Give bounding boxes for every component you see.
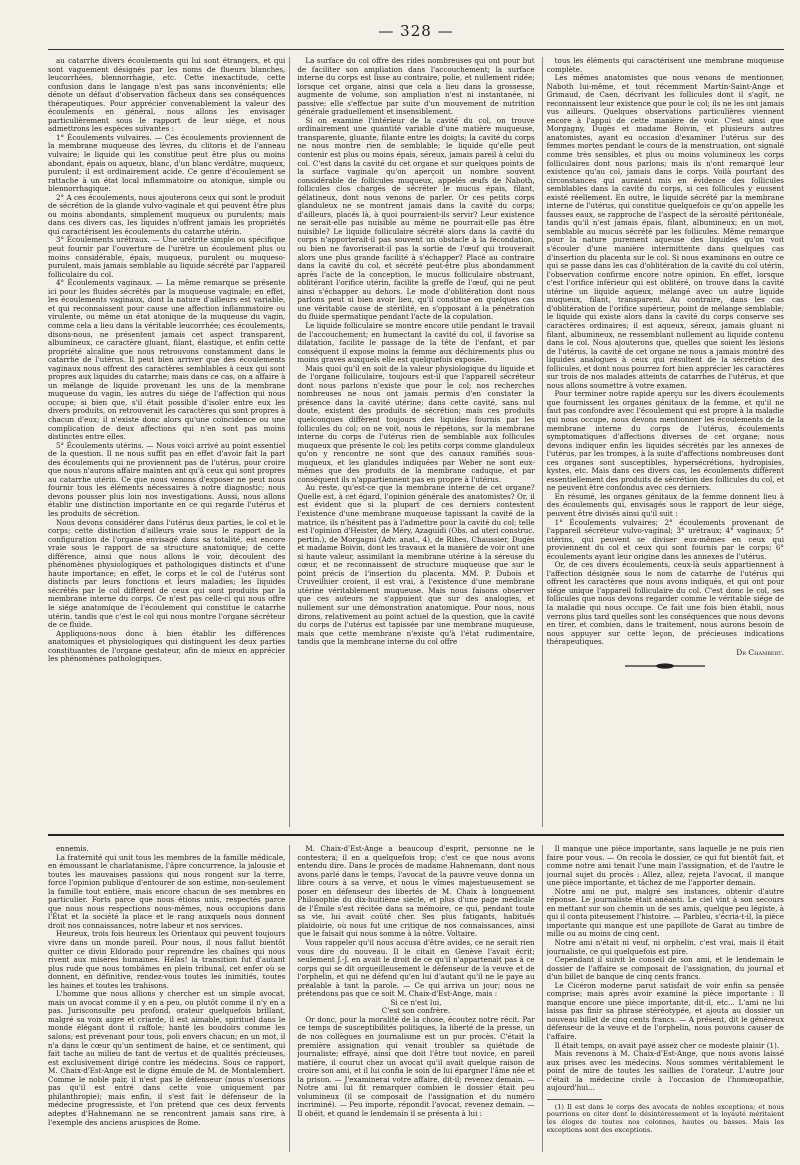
column-divider [289, 845, 290, 1152]
feuilleton-separator [48, 834, 784, 836]
column-divider [542, 57, 543, 827]
paragraph: tous les éléments qui caractérisent une membrane muqueuse complète. [546, 57, 784, 74]
paragraph: Si on examine l'intérieur de la cavité du col, on trouve ordinairement une quantité variable d'une matière muqueuse, transparente, gluante, filante entre les doigts; la cavité du corps ne nous montre rien de semblable; le liquide qu'elle peut contenir est plus ou moins épais, séreux, jamais pareil à celui du col. C'est dans la cavité du cet organe et sur quelques points de la surface vaginale qu'on aperçoit un nombre souvent considérable de follicules muqueux, appelés œufs de Naboth, follicules clos chargés de sécréter le mucus épais, filant, gélatineux, dont nous venons de parler. Or ces petits corps glanduleux ne se montrent jamais dans la cavité du corps; d'ailleurs, placés là, à quoi pourraient-ils servir? Leur existence ne serait-elle pas nuisible au même ne pourrait-elle pas être nuisible? Le liquide folliculaire sécrété alors dans la cavité du corps n'apporterait-il pas souvent un obstacle à la fécondation, ou bien ne favoriserait-il pas la sortie de l'œuf qui trouverait alors une plus grande facilité à s'échapper? Placé au contraire dans la cavité du col, et sécrété peut-être plus abondamment après l'acte de la conception, le mucus folliculaire obstruant, oblitérant l'orifice utérin, facilite la greffe de l'œuf, qui ne peut ainsi s'échapper au dehors. Le mode d'oblitération dont nous parlons peut si bien avoir lieu, qu'il constitue en quelques cas une véritable cause de stérilité, en s'opposant à la pénétration du fluide spermatique pendant l'acte de la copulation. [297, 115, 535, 322]
paragraph: Les mêmes anatomistes que nous venons de mentionner, Naboth lui-même, et tout récemment Martin-Saint-Ange et Grimaud, de Caen, décrivant les follicules dont il s'agit, ne reconnaissent leur existence que pour le col; ils ne les ont jamais vus ailleurs. Quelques observations particulières viennent encore à l'appui de cette manière de voir. C'est ainsi que Morgagny, Dugès et madame Boivin, et plusieurs autres anatomistes, ayant eu occasion d'examiner l'utérus sur des femmes mortes pendant le cours de la menstruation, ont signalé comme très sensibles, et plus ou moins volumineux les corps folliculaires dont nous parlons; mais ils n'ont remarqué leur existence qu'au col, jamais dans le corps. Voilà pourtant des circonstances qui auraient mis en évidence des follicules semblables dans la cavité du corps, si ces follicules y eussent existé réellement. En outre, le liquide sécrété par la membrane interne de l'utérus, qui constitue quelquefois ce qu'on appelle les fausses eaux, se rapproche de l'aspect de la sérosité péritonéale, tandis qu'il n'est jamais épais, filant, albumineux; en un mot, semblable au mucus sécrété par les follicules. Même remarque pour la nature purement aqueuse des liquides qu'on voit s'écouler d'une manière intermittente dans quelques cas d'insertion du placenta sur le col. Si nous examinons en outre ce qui se passe dans les cas d'oblitération de la cavité du col utérin, l'observation confirme encore notre opinion. En effet, lorsque c'est l'orifice inférieur qui est oblitéré, on trouve dans la cavité utérine un liquide aqueux, mélangé avec un autre liquide muqueux, filant, transparent. Au contraire, dans les cas d'oblitération de l'orifice supérieur, point de mélange semblable; le liquide qui existe alors dans la cavité du corps conserve ses caractères ordinaires; il est aqueux, séreux, jamais gluant ni filant, albumineux, ne ressemblant nullement au liquide contenu dans le col. Nous ajouterons que, quelles que soient les lésions de l'utérus, la cavité de cet organe ne nous a jamais montré des liquides analogues à ceux qui résultent de la sécrétion des follicules, et dont nous pourrez fort bien apprécier les caractères sur trois de nos malades atteints de catarrhes de l'utérus, et que nous allons soumettre à votre examen. [546, 73, 784, 390]
paragraph: 1° Écoulements vulvaires. — Ces écoulements proviennent de la membrane muqueuse des lèvres, du clitoris et de l'anneau vulvaire; le liquide qui les constitue peut être plus ou moins abondant, épais ou aqueux, blanc, d'un blanc verdâtre, muqueux, purulent; il est ordinairement acide. Ce genre d'écoulement se rattache à un état local inflammatoire ou atonique, simple ou blennorrhagique. [48, 132, 286, 194]
verse-line: C'est son confrère. [381, 1006, 451, 1016]
paragraph: 1° Écoulements vulvaires; 2° écoulements provenant de l'appareil sécréteur vulvo-vaginal; 3° urétraux; 4° vaginaux; 5° utérins, qui peuvent se diviser eux-mêmes en ceux qui proviennent du col et ceux qui sont fournis par le corps; 6° écoulements ayant leur origine dans les annexes de l'utérus. [546, 517, 784, 561]
paragraph: Il était temps, on avait payé assez cher ce modeste plaisir (1). [554, 1040, 780, 1050]
author-signature: Dr Chambert. [736, 647, 784, 657]
paragraph: ennemis. [56, 845, 89, 853]
paragraph: En résumé, les organes génitaux de la femme donnent lieu à des écoulements qui, envisagés sous le rapport de leur siége, peuvent être divisés ainsi qu'il suit : [546, 491, 784, 518]
paragraph: La surface du col offre des rides nombreuses qui ont pour but de faciliter son ampliation dans l'accouchement; la surface interne du corps est lisse au contraire, polie, et nullement ridée; lorsque cet organe, ainsi que cela a lieu dans la grossesse, augmente de volume, son ampliation n'est ni instantanée, ni passive; elle s'effectue par suite d'un mouvement de nutrition générale graduellement et insensiblement. [297, 57, 535, 117]
paragraph: Le liquide folliculaire se montre encore utile pendant le travail de l'accouchement; en humectant la cavité du col, il favorise sa dilatation, facilite le passage de la tête de l'enfant, et par conséquent il expose moins la femme aux déchirements plus ou moins graves auxquels elle est quelquefois exposée. [297, 320, 535, 365]
paragraph: Nous devons considérer dans l'utérus deux parties, le col et le corps; cette distinction d'ailleurs vraie sous le rapport de la configuration de l'organe envisagé dans sa totalité, est encore vraie sous le rapport de sa structure anatomique; de cette différence, ainsi que nous allons le voir, découlent des phénomènes physiologiques et pathologiques distincts et d'une haute importance; en effet, le corps et le col de l'utérus sont distincts par leurs fonctions et leurs maladies; les liquides sécrétés par le col diffèrent de ceux qui sont produits par la membrane interne du corps. Ce n'est pas celle-ci qui nous offre le siége anatomique de l'écoulement qui constitue le catarrhe utérin, tandis que c'est le col qui nous montre l'organe sécréteur de ce fluide. [48, 517, 286, 630]
paragraph: 4° Écoulements vaginaux. — La même remarque se présente ici pour les fluides sécrétés par la muqueuse vaginale; en effet, les écoulements vaginaux, dont la nature d'ailleurs est variable, et qui reconnaissent pour cause une affection inflammatoire ou virulente, ou même un état atonique de la muqueuse du vagin, comme cela a lieu dans la véritable leucorrhée; ces écoulements, disons-nous, ne présentent jamais cet aspect transparent, albumineux, ce caractère gluant, filant, élastique, et enfin cette propriété alcaline que nous retrouvons constamment dans le catarrhe de l'utérus. Il peut bien arriver que des écoulements vaginaux nous offrent des caractères semblables à ceux qui sont propres aux liquides du catarrhe; mais dans ce cas, on a affaire à un mélange de liquide provenant les uns de la membrane muqueuse du vagin, les autres du siége de l'affection qui nous occupe; si bien que, s'il était possible d'isoler entre eux les divers produits, on retrouverait les caractères qui sont propres à chacun d'eux; il n'existe donc alors qu'une coïncidence ou une complication de deux affections qui n'en sont pas moins distinctes entre elles. [48, 278, 286, 442]
article-column-2 [297, 57, 534, 827]
paragraph: Le Cicéron moderne parut satisfait de voir enfin sa pensée comprise; mais après avoir examiné la pièce importante : Il manque encore une pièce importante, dit-il, etc... L'ami ne lui laissa pas finir sa phrase stéréotypée, et ajouta au dossier un nouveau billet de cinq cents francs. — A présent, dit le généreux défenseur de la veuve et de l'orphelin, nous pouvons causer de l'affaire. [546, 980, 784, 1042]
journal-page [48, 22, 784, 1152]
paragraph: Il manque une pièce importante, sans laquelle je ne puis rien faire pour vous. — On recola le dossier, ce qui fut bientôt fait, et comme notre ami tenait l'une main l'assignation, et de l'autre le journal sujet du procès : Allez, allez, rejeta l'avocat, il manque une pièce importante, et tâchez de me l'apporter demain. [546, 845, 784, 888]
footnote-rule [547, 1099, 602, 1100]
paragraph: Au reste, qu'est-ce que la membrane interne de cet organe? Quelle est, à cet égard, l'opinion générale des anatomistes? Or, il est évident que si la plupart de ces derniers contestent l'existence d'une membrane muqueuse tapissant la cavité de la matrice, ils n'hésitent pas à l'admettre pour la cavité du col; telle est l'opinion d'Heister, de Méry, Azaguidi (Obs. ad uteri construc. pertin.), de Morgagni (Adv. anat., 4), de Ribes, Chaussier, Dugès et madame Boivin, dont les travaux et la manière de voir ont une si haute valeur, assimilant la membrane utérine à la séreuse du cœur, et ne reconnaissent de structure muqueuse que sur le point précis de l'insertion du placenta. MM. P. Dubois et Cruveilhier croient, il est vrai, à l'existence d'une membrane utérine véritablement muqueuse. Mais nous faisons observer que ces auteurs ne s'appuient que sur des analogies, et nullement sur une démonstration anatomique. Pour nous, nous dirons, relativement au point actuel de la question, que la cavité du corps de l'utérus est tapissée par une membrane muqueuse, mais que cette membrane n'existe qu'à l'état rudimentaire, tandis que la membrane interne du col offre [297, 483, 535, 647]
paragraph: Appliquons-nous donc à bien établir les différences anatomiques et physiologiques qui distinguent les deux parties constituantes de l'organe gestateur, afin de mieux en apprécier les phénomènes pathologiques. [48, 628, 286, 664]
paragraph: Mais revenons à M. Chaix-d'Est-Ange, que nous avons laissé aux prises avec les médecins. Nous sommes véritablement le point de mire de toutes les saillies de l'orateur. L'autre jour c'était la médecine civile à l'occasion de l'homœopathie, aujourd'hui... [546, 1049, 784, 1093]
paragraph: M. Chaix-d'Est-Ange a beaucoup d'esprit, personne ne le contestera; il en a quelquefois trop; c'est ce que nous avons entendu dire. Dans le procès de madame Hahnemann, dont nous avons parlé dans le temps, l'avocat de la pauvre veuve donna un libre cours à sa verve, et nous le vîmes majestueusement se poser en défenseur des libertés de M. Chaix à longuement Philosophie du dix-huitième siècle, et plus d'une page médicale de l'Émile s'est récitée dans sa mémoire, ce qui, pendant toute sa vie, lui avait coûté cher. Ses plus fatigants, habitués plaidoirie, où nous fut une critique de nos connaissances, ainsi que le faisait qui nous somme à la nôtre. Voltaire. [297, 845, 535, 939]
column-divider [542, 845, 543, 1152]
paragraph: 5° Écoulements utérins. — Nous voici arrivé au point essentiel de la question. Il ne nous suffit pas en effet d'avoir fait la part des écoulements qui ne proviennent pas de l'utérus, pour croire que nous n'aurons affaire mainten ant qu'à ceux qui sont propres au catarrhe utérin. Ce que nous venons d'exposer ne peut nous fournir tous les éléments nécessaires à notre diagnostic; nous devons pousser plus loin nos investigations. Aussi, nous allons établir une distinction importante en ce qui regarde l'utérus et les produits de sécrétion. [48, 440, 286, 518]
paragraph: 2° A ces écoulements, nous ajouterons ceux qui sont le produit de sécrétion de la glande vulvo-vaginale et qui peuvent être plus ou moins abondants, simplement muqueux ou purulents; mais dans ces divers cas, les liquides n'offrent jamais les propriétés qui caractérisent les écoulements du catarrhe utérin. [48, 192, 286, 236]
header-rule [48, 49, 784, 50]
paragraph: Vous rappeler qu'il nous accusa d'être avides, ce ne serait rien vous dire du nouveau. Il le citait en Genève l'avait écrit; seulement J.-J. en avait le droit de ce qu'il n'appartenait pas à ce corps qui se dit orgueilleusement le défenseur de la veuve et de l'orphelin, et qui ne défend qu'en lui d'autant qu'il ne le paye au préalable à tant la parole. — Ce qui arriva un jour; nous ne prétendons pas que ce soit M. Chaix-d'Est-Ange, mais : [297, 938, 535, 999]
article-column-3 [547, 57, 784, 827]
paragraph: Mais quoi qu'il en soit de la valeur physiologique du liquide et de l'organe folliculaire, toujours est-il que l'appareil sécréteur dont nous parlons n'existe que pour le col; nos recherches nombreuses ne nous ont jamais permis d'en constater la présence dans la cavité utérine; dans cette cavité, sans nul doute, existent des produits de sécrétion; mais ces produits quelconques diffèrent toujours des liquides fournis par les follicules du col; on ne voit, nous le répétons, sur la membrane interne du corps de l'utérus rien de semblable aux follicules muqueux que présente le col; les petits corps comme glanduleux qu'on y rencontre ne sont que des canaux ramifiés sous-muqueux, et les glandules indiquées par Weber ne sont eux-mêmes que des produits de la membrane caduque, et par conséquent ils n'appartiennent pas en propre à l'utérus. [297, 363, 535, 484]
article-column-1 [48, 57, 285, 827]
column-divider [289, 57, 290, 827]
feuilleton-column-2 [297, 845, 534, 1152]
paragraph: Or donc, pour la moralité de la chose, écoutez notre récit. Par ce temps de susceptibilités politiques, la liberté de la presse, un de nos collègues en journalisme est un pur procès. C'était la première assignation qui venait troubler sa quiétude de journaliste; effrayé, ainsi que doit l'être tout novice, en pareil matière, il courut chez un avocat qu'il avait quelque raison de croire son ami, et il lui confia le soin de lui épargner l'âme née et la prison. — J'examinerai votre affaire, dit-il; revenez demain. — Notre ami lui fit remarquer combien le dossier était peu volumineux (il se composait de l'assignation et du numéro incriminé). — Peu importe, répondit l'avocat, revenez demain. — Il obéit, et quand le lendemain il se présenta à lui : [297, 1014, 535, 1118]
paragraph: Notre ami n'était ni veuf, ni orphelin, c'est vrai, mais il était journaliste, ce qui quelquefois est pire. [546, 938, 784, 956]
paragraph: Heureux, trois fois heureux les Orientaux qui peuvent toujours vivre dans un monde pareil. Pour nous, il nous fallut bientôt quitter ce divin Eldorado pour reprendre les chaînes qui nous rivent aux misères humaines. Hélas! la transition fut d'autant plus rude que nous tombâmes en plein tribunal, cet enfer où se donnent, en définitive, rendez-vous toutes les inimitiés, toutes les haines et toutes les trahisons. [48, 929, 286, 990]
page-number: — 328 — [378, 22, 454, 40]
feuilleton-columns [48, 845, 784, 1152]
paragraph: La fraternité qui unit tous les membres de la famille médicale, en émoussant le charlatanisme, l'âpre concurrence, la jalousie et toutes les mauvaises passions qui nous rongent sur la terre, force l'opinion publique d'entourer de son estime, non-seulement la famille tout entière, mais encore chacun de ses membres en particulier. Forts parce que nous étions unis, respectés parce que nous nous respections nous-mêmes, nous occupions dans l'État et la société la place et le rang auxquels nous donnent droit nos connaissances, notre labeur et nos services. [48, 852, 286, 930]
paragraph: Or, de ces divers écoulements, ceux-là seuls appartiennent à l'affection désignée sous le nom de catarrhe de l'utérus qui offrent les caractères que nous avons indiqués, et qui ont pour siége unique l'appareil folliculaire du col. C'est donc le col, ses follicules que nous devons regarder comme le véritable siége de la maladie qui nous occupe. Ce fait une fois bien établi, nous verrons plus tard quelles sont les conséquences que nous devons en tirer, et combien, dans le traitement, nous aurons besoin de nous appuyer sur cette leçon, de précieuses indications thérapeutiques. [546, 560, 784, 647]
paragraph: au catarrhe divers écoulements qui lui sont étrangers, et qui sont vaguement désignés par les noms de flueurs blanches, leucorrhées, blennorrhagie, etc. Cette inexactitude, cette confusion dans le langage n'est pas sans inconvénients; elle dénote un défaut d'observation fâcheux dans ses conséquences thérapeutiques. Pour apprécier convenablement la valeur des écoulements en général, nous allons les envisager particulièrement sous le rapport de leur siége, et nous admettrons les espèces suivantes : [48, 57, 286, 134]
article-columns [48, 57, 784, 827]
paragraph: L'homme que nous allions y chercher est un simple avocat, mais un avocat comme il y en a peu, ou plutôt comme il n'y en a pas. Jurisconsulte peu profond, orateur quelquefois brillant, malgré sa voix aigre et criarde, il est aimable, spirituel dans le monde élégant dont il raffole; hanté les boudoirs comme les salons; est prévenant pour tous, poli envers chacun; en un mot, il n'a dans le cœur qu'un sentiment de haine, et ce sentiment, qui fait tache au milieu de tant de vertus et de qualités précieuses, est exclusivement dirigé contre les médecins. Sous ce rapport, M. Chaix-d'Est-Ange est le digne émule de M. de Montalembert. Comme le noble pair, il n'est pas le défenseur (nous n'oserions pas qu'il est entré dans cette voie uniquement par philanthropie); mais enfin, il s'est fait le défenseur de la médecine progressiste, et l'on prétend que ces deux fervents adeptes d'Hahnemann ne se rencontrent jamais sans rire, à l'exemple des anciens aruspices de Rome. [48, 989, 286, 1127]
paragraph: 3° Écoulements urétraux. — Une urétrite simple ou spécifique peut fournir par l'ouverture de l'urètre un écoulement plus ou moins considérable, épais, muqueux, purulent ou muqueso-purulent, mais jamais semblable au liquide sécrété par l'appareil folliculaire du col. [48, 235, 286, 279]
footnote: (1) Il est dans le corps des avocats de nobles exceptions; et nous pourrions en citer dont le désintéressement et la loyauté méritaient les éloges de toutes nos colonnes, hautes ou basses. Mais les exceptions sont des exceptions. [546, 1102, 784, 1134]
paragraph: Cependant il suivit le conseil de son ami, et le lendemain le dossier de l'affaire se composait de l'assignation, du journal et d'un billet de banque de cinq cents francs. [546, 955, 784, 982]
feuilleton-column-1 [48, 845, 285, 1152]
paragraph: Notre ami ne put, malgré ses instances, obtenir d'autre réponse. Le journaliste était anéanti. Le ciel vint à son secours en mettant sur son chemin un de ses amis, quelque peu légiste, à qui il conta piteusement l'histoire. — Parbleu, s'écria-t-il, la pièce importante qui manque est une papillote de Garat au timbre de mille ou au moins de cinq cent. [546, 886, 784, 939]
paragraph: Pour terminer notre rapide aperçu sur les divers écoulements que fournissent les organes génitaux de la femme, et qu'il ne faut pas confondre avec l'écoulement qui est propre à la maladie qui nous occupe, nous devons mentionner les écoulements de la membrane interne du corps de l'utérus, écoulements symptomatiques d'affections diverses de cet organe; nous devons indiquer enfin les liquides sécrétés par les annexes de l'utérus, par les trompes, à la suite d'affections nombreuses dont ces organes sont susceptibles, hypersécrétions, hydropisies, kystes, etc. Mais dans ces divers cas, les écoulements diffèrent essentiellement des produits de sécrétion des follicules du col, et ne peuvent être confondus avec ces derniers. [546, 389, 784, 493]
ornament-divider [625, 663, 705, 669]
verse-line: Si ce n'est lui, [390, 997, 442, 1007]
feuilleton-column-3 [547, 845, 784, 1152]
